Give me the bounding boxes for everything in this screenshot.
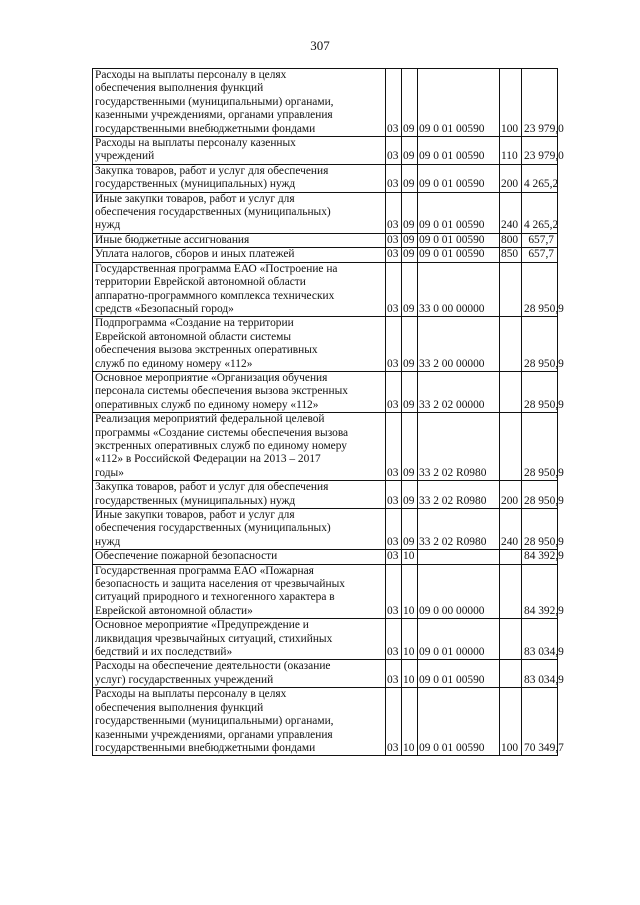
section-code-cell: 03: [386, 164, 402, 192]
table-row: [93, 192, 558, 233]
amount-cell: 83 034,9: [522, 660, 558, 688]
expense-type-code-cell: [500, 619, 522, 660]
expense-type-code-cell: 100: [500, 69, 522, 137]
target-item-code-cell: 33 0 00 00000: [418, 262, 500, 317]
amount-cell: 23 979,0: [522, 69, 558, 137]
amount-cell: 4 265,2: [522, 192, 558, 233]
description-line: экстренных оперативных служб по единому номеру: [95, 439, 347, 452]
section-code-cell: 03: [386, 413, 402, 481]
description-line: Еврейской автономной области системы: [95, 330, 292, 343]
description-line: оперативных служб по единому номеру «112»: [95, 398, 319, 411]
table-row: [93, 248, 558, 262]
description-line: программы «Создание системы обеспечения вызова: [95, 426, 349, 439]
description-line: государственными внебюджетными фондами: [95, 741, 316, 754]
page-number: 307: [310, 38, 330, 53]
description-line: Основное мероприятие «Организация обучения: [95, 371, 328, 384]
description-cell: [93, 413, 386, 481]
description-cell: [93, 233, 386, 247]
description-line: обеспечения выполнения функций: [95, 701, 264, 714]
description-line: казенными учреждениями, органами управления: [95, 728, 333, 741]
description-line: Иные бюджетные ассигнования: [95, 233, 250, 246]
table-row: [93, 688, 558, 756]
description-line: Реализация мероприятий федеральной целевой: [95, 413, 325, 426]
target-item-code-cell: 09 0 01 00590: [418, 233, 500, 247]
description-line: казенными учреждениями, органами управления: [95, 109, 333, 122]
amount-cell: 28 950,9: [522, 371, 558, 412]
expense-type-code-cell: 850: [500, 248, 522, 262]
amount-cell: 23 979,0: [522, 137, 558, 165]
table-row: [93, 660, 558, 688]
expense-type-code-cell: 110: [500, 137, 522, 165]
table-row: [93, 619, 558, 660]
description-line: государственных (муниципальных) нужд: [95, 178, 296, 191]
amount-cell: 28 950,9: [522, 481, 558, 509]
subsection-code-cell: 09: [402, 69, 418, 137]
target-item-code-cell: 09 0 01 00590: [418, 248, 500, 262]
section-code-cell: 03: [386, 192, 402, 233]
target-item-code-cell: 09 0 01 00590: [418, 137, 500, 165]
description-cell: [93, 619, 386, 660]
expense-type-code-cell: [500, 262, 522, 317]
section-code-cell: 03: [386, 564, 402, 619]
target-item-code-cell: 09 0 01 00590: [418, 69, 500, 137]
amount-cell: 84 392,9: [522, 564, 558, 619]
description-line: Государственная программа ЕАО «Построение на: [95, 262, 338, 275]
description-line: Еврейской автономной области»: [95, 604, 253, 617]
expense-type-code-cell: 200: [500, 481, 522, 509]
table-row: [93, 371, 558, 412]
description-line: аппаратно-программного комплекса технических: [95, 289, 335, 302]
description-line: государственными (муниципальными) органами,: [95, 715, 334, 728]
description-cell: [93, 509, 386, 550]
subsection-code-cell: 09: [402, 262, 418, 317]
amount-cell: 4 265,2: [522, 164, 558, 192]
description-line: государственных (муниципальных) нужд: [95, 494, 296, 507]
table-row: [93, 413, 558, 481]
amount-cell: 657,7: [522, 248, 558, 262]
expense-type-code-cell: [500, 660, 522, 688]
description-line: «112» в Российской Федерации на 2013 – 2017: [95, 453, 321, 466]
description-line: Закупка товаров, работ и услуг для обеспечения: [95, 164, 329, 177]
target-item-code-cell: 09 0 01 00000: [418, 619, 500, 660]
description-line: государственными (муниципальными) органами,: [95, 95, 334, 108]
subsection-code-cell: 09: [402, 371, 418, 412]
table-row: [93, 137, 558, 165]
description-line: территории Еврейской автономной области: [95, 276, 306, 289]
section-code-cell: 03: [386, 137, 402, 165]
amount-cell: 28 950,9: [522, 262, 558, 317]
section-code-cell: 03: [386, 317, 402, 372]
description-cell: [93, 192, 386, 233]
section-code-cell: 03: [386, 233, 402, 247]
description-line: обеспечения выполнения функций: [95, 82, 264, 95]
section-code-cell: 03: [386, 509, 402, 550]
subsection-code-cell: 09: [402, 481, 418, 509]
description-line: безопасность и защита населения от чрезвычайных: [95, 578, 345, 591]
target-item-code-cell: 09 0 01 00590: [418, 164, 500, 192]
section-code-cell: 03: [386, 69, 402, 137]
subsection-code-cell: 09: [402, 137, 418, 165]
description-cell: [93, 137, 386, 165]
target-item-code-cell: 33 2 02 00000: [418, 371, 500, 412]
description-line: нужд: [95, 535, 121, 548]
expense-type-code-cell: 100: [500, 688, 522, 756]
section-code-cell: 03: [386, 481, 402, 509]
description-line: Расходы на выплаты персоналу в целях: [95, 69, 287, 81]
description-cell: [93, 564, 386, 619]
subsection-code-cell: 09: [402, 413, 418, 481]
description-cell: [93, 371, 386, 412]
description-line: обеспечения вызова экстренных оперативных: [95, 344, 318, 357]
description-line: служб по единому номеру «112»: [95, 357, 253, 370]
description-cell: [93, 660, 386, 688]
table-row: [93, 262, 558, 317]
budget-table-body: [93, 69, 564, 756]
description-line: Основное мероприятие «Предупреждение и: [95, 619, 309, 632]
target-item-code-cell: 09 0 00 00000: [418, 564, 500, 619]
table-row: [93, 164, 558, 192]
section-code-cell: 03: [386, 660, 402, 688]
expense-type-code-cell: 240: [500, 509, 522, 550]
section-code-cell: 03: [386, 688, 402, 756]
description-cell: [93, 164, 386, 192]
amount-cell: 28 950,9: [522, 317, 558, 372]
subsection-code-cell: 09: [402, 192, 418, 233]
expense-type-code-cell: [500, 371, 522, 412]
target-item-code-cell: [418, 550, 500, 564]
table-row: [93, 69, 558, 137]
description-line: обеспечения государственных (муниципальных): [95, 522, 331, 535]
target-item-code-cell: 33 2 02 R0980: [418, 509, 500, 550]
description-line: Иные закупки товаров, работ и услуг для: [95, 192, 295, 205]
description-line: учреждений: [95, 150, 155, 163]
subsection-code-cell: 10: [402, 619, 418, 660]
expense-type-code-cell: [500, 550, 522, 564]
subsection-code-cell: 09: [402, 164, 418, 192]
description-line: Государственная программа ЕАО «Пожарная: [95, 564, 314, 577]
table-row: [93, 481, 558, 509]
section-code-cell: 03: [386, 248, 402, 262]
description-line: средств «Безопасный город»: [95, 302, 234, 315]
description-line: Расходы на обеспечение деятельности (оказание: [95, 660, 331, 673]
table-row: [93, 509, 558, 550]
description-line: услуг) государственных учреждений: [95, 673, 274, 686]
description-cell: [93, 248, 386, 262]
target-item-code-cell: 33 2 00 00000: [418, 317, 500, 372]
subsection-code-cell: 09: [402, 509, 418, 550]
description-line: ликвидация чрезвычайных ситуаций, стихийных: [95, 632, 333, 645]
description-cell: [93, 317, 386, 372]
description-line: нужд: [95, 219, 121, 232]
target-item-code-cell: 33 2 02 R0980: [418, 413, 500, 481]
target-item-code-cell: 09 0 01 00590: [418, 688, 500, 756]
description-line: Закупка товаров, работ и услуг для обеспечения: [95, 481, 329, 494]
description-line: обеспечения государственных (муниципальных): [95, 206, 331, 219]
target-item-code-cell: 09 0 01 00590: [418, 192, 500, 233]
subsection-code-cell: 10: [402, 564, 418, 619]
amount-cell: 70 349,7: [522, 688, 558, 756]
description-line: ситуаций природного и техногенного характера в: [95, 591, 335, 604]
amount-cell: 28 950,9: [522, 413, 558, 481]
description-line: Подпрограмма «Создание на территории: [95, 317, 294, 330]
budget-table: [92, 68, 564, 756]
description-line: персонала системы обеспечения вызова экстренных: [95, 385, 348, 398]
table-row: [93, 564, 558, 619]
expense-type-code-cell: [500, 317, 522, 372]
subsection-code-cell: 10: [402, 660, 418, 688]
subsection-code-cell: 10: [402, 550, 418, 564]
description-line: годы»: [95, 466, 124, 479]
subsection-code-cell: 09: [402, 233, 418, 247]
amount-cell: 83 034,9: [522, 619, 558, 660]
expense-type-code-cell: [500, 564, 522, 619]
section-code-cell: 03: [386, 550, 402, 564]
expense-type-code-cell: [500, 413, 522, 481]
table-row: [93, 233, 558, 247]
description-cell: [93, 262, 386, 317]
section-code-cell: 03: [386, 262, 402, 317]
description-line: Расходы на выплаты персоналу в целях: [95, 688, 287, 701]
description-line: Расходы на выплаты персоналу казенных: [95, 137, 296, 150]
description-line: Иные закупки товаров, работ и услуг для: [95, 509, 295, 521]
section-code-cell: 03: [386, 619, 402, 660]
description-line: бедствий и их последствий»: [95, 646, 233, 659]
table-row: [93, 317, 558, 372]
amount-cell: 657,7: [522, 233, 558, 247]
target-item-code-cell: 09 0 01 00590: [418, 660, 500, 688]
amount-cell: 84 392,9: [522, 550, 558, 564]
description-cell: [93, 69, 386, 137]
description-cell: [93, 481, 386, 509]
table-row: [93, 550, 558, 564]
description-line: Уплата налогов, сборов и иных платежей: [95, 248, 295, 261]
amount-cell: 28 950,9: [522, 509, 558, 550]
target-item-code-cell: 33 2 02 R0980: [418, 481, 500, 509]
expense-type-code-cell: 240: [500, 192, 522, 233]
description-cell: [93, 688, 386, 756]
subsection-code-cell: 09: [402, 317, 418, 372]
description-line: Обеспечение пожарной безопасности: [95, 550, 278, 563]
description-line: государственными внебюджетными фондами: [95, 122, 316, 135]
subsection-code-cell: 09: [402, 248, 418, 262]
expense-type-code-cell: 200: [500, 164, 522, 192]
description-cell: [93, 550, 386, 564]
section-code-cell: 03: [386, 371, 402, 412]
expense-type-code-cell: 800: [500, 233, 522, 247]
subsection-code-cell: 10: [402, 688, 418, 756]
